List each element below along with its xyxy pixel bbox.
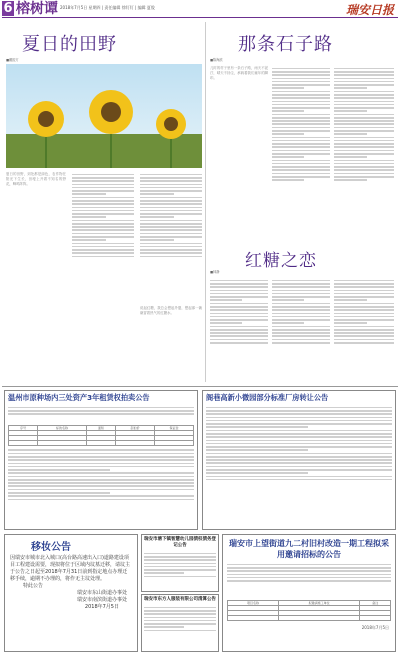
ad-relocation-signoff: 特此公告 (23, 583, 44, 589)
section-title: 榕树谭 (16, 1, 58, 17)
ad-wenzhou-intro (5, 407, 197, 425)
ad-tender-date: 2018年7月5日 (361, 624, 389, 630)
ad-wenzhou-auction (4, 390, 198, 530)
article-body-stone-road-col1: 儿时的村子里有一条石子路，雨天不泥泞，晴天不扬尘，承载着我们童年的脚印。 (210, 66, 268, 80)
ads-divider (2, 386, 398, 387)
ad-relocation-date: 2018年7月5日 (84, 604, 119, 610)
ad-tender-title: 瑞安市上望街道九二村旧村改造一期工程拟采用邀请招标的公告 (229, 539, 389, 559)
newspaper-logo: 瑞安日报 (345, 3, 394, 17)
article-body-summer-field-col1: 夏日的田野，到处都是绿色，农作物在阳光下生长，田埂上开着不知名的野花，蝉鸣阵阵。 (6, 172, 66, 186)
ad-tender-table (227, 600, 391, 621)
ad-relocation-body: 因瑞安市城市北入城口(高台路高速出入口)道路建设项目工程建设需要，现拟将位于区域内坟墓迁移，请坟主于公告之日起至2018年7月31日前到指定地点办理迁移手续，逾期不办理的，将作无主坟处理。 (10, 555, 131, 582)
table-header: 项目名称 (228, 600, 279, 605)
table-header: 面积 (86, 425, 115, 430)
page-number: 6 (3, 1, 13, 16)
article-body-stone-road-col3 (334, 66, 394, 241)
article-author-brown-sugar: ■林静 (210, 270, 220, 274)
ad-clothing-title: 瑞安市东方人服装有限公司清算公告 (144, 597, 216, 602)
ad-wenzhou-body (5, 446, 197, 526)
article-title-summer-field: 夏日的田野 (22, 34, 117, 55)
table-header: 拟邀请施工单位 (278, 600, 359, 605)
sunflower-photo (6, 64, 202, 168)
article-body-brown-sugar-col4 (334, 278, 394, 382)
article-body-summer-field-col3 (140, 172, 202, 302)
ad-relocation-title: 移妆公告 (31, 542, 71, 553)
article-title-brown-sugar: 红糖之恋 (245, 251, 317, 271)
ad-relocation-org2: 瑞安市南滨街道办事处 (76, 597, 127, 603)
ad-yunan-transfer (202, 390, 396, 530)
ad-relocation (4, 534, 138, 652)
table-header: 标的名称 (38, 425, 87, 430)
ad-wenzhou-table (8, 425, 194, 446)
header-rule (2, 17, 398, 18)
article-author-summer-field: ■戴振方 (6, 58, 19, 62)
ad-kindergarten-body (142, 553, 218, 593)
column-divider (205, 22, 206, 382)
article-author-stone-road: ■陈海滨 (210, 58, 223, 62)
issue-info: 2018年7月5日 星期四 | 责任编辑 徐钉钉 | 编辑 夏俊 (60, 5, 155, 10)
ad-kindergarten-title: 瑞安市塘下镇智慧幼儿园债权债务登记公告 (144, 537, 216, 548)
ad-tender-body (223, 564, 395, 598)
table-header: 序号 (9, 425, 38, 430)
ad-wenzhou-title: 温州市原种场内三处资产3年租赁权拍卖公告 (8, 393, 150, 402)
ad-tender (222, 534, 396, 652)
table-header: 保证金 (155, 425, 194, 430)
article-body-summer-field-col2 (72, 172, 134, 302)
ad-yunan-title: 阁巷高新小微园部分标准厂房转让公告 (206, 393, 329, 402)
article-title-stone-road: 那条石子路 (238, 34, 333, 55)
ad-clothing-liquidation (141, 594, 219, 652)
ad-relocation-org1: 瑞安市东山街道办事处 (76, 590, 127, 596)
article-body-brown-sugar-col1: 说起红糖，我总会想起外婆，想起那一碗碗冒着热气的红糖水。 (140, 306, 202, 315)
article-body-brown-sugar-col2 (210, 278, 268, 382)
table-header: 起拍价 (116, 425, 155, 430)
ad-kindergarten (141, 534, 219, 592)
article-body-brown-sugar-col3 (272, 278, 330, 382)
ad-yunan-body (203, 407, 395, 525)
article-body-stone-road-col2 (272, 66, 330, 241)
table-header: 备注 (360, 600, 391, 605)
ad-clothing-body (142, 607, 218, 651)
